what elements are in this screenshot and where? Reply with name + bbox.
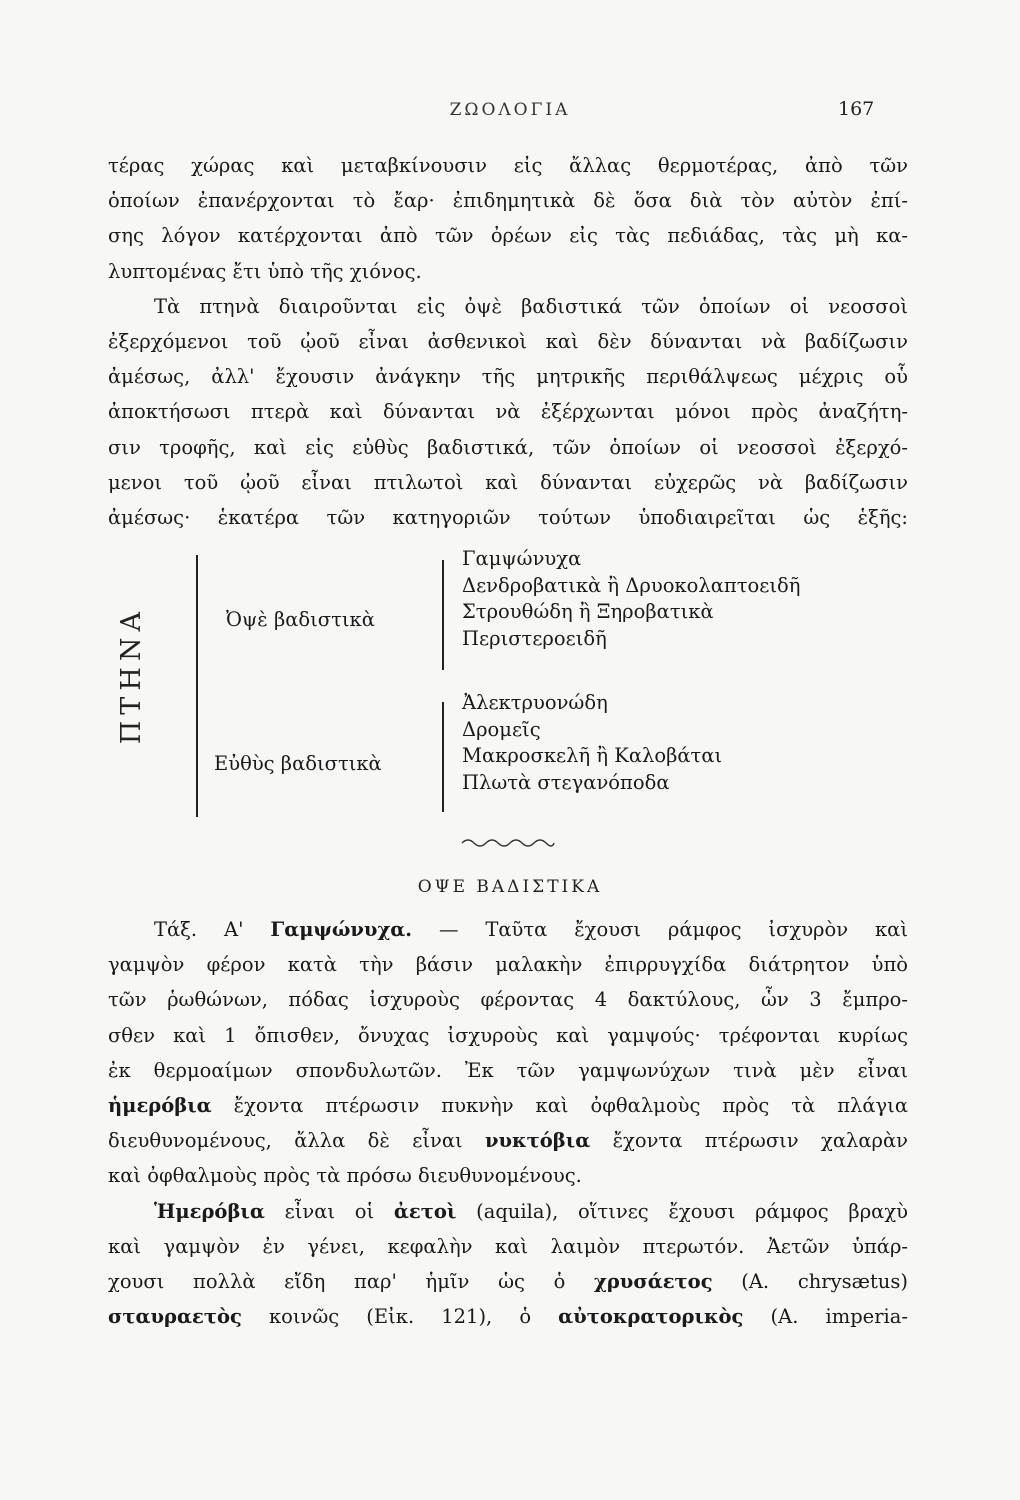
text-line: σης λόγον κατέρχονται ἀπὸ τῶν ὀρέων εἰς τὰς πεδιάδας, τὰς μὴ κα-	[108, 224, 908, 248]
text-line	[108, 1299, 908, 1334]
running-title: ΖΩΟΛΟΓΙΑ	[449, 100, 571, 120]
wavy-ornament	[460, 836, 556, 850]
text-line	[108, 1264, 908, 1299]
group-label-opse: Ὀψὲ βαδιστικὰ	[226, 608, 375, 631]
lead-text: — Ταῦτα ἔχουσι ράμφος ἰσχυρὸν καὶ	[412, 918, 908, 941]
line-text: χουσι πολλὰ εἴδη παρ' ἡμῖν ὡς ὁ	[108, 1270, 594, 1294]
text-line: ἐξερχόμενοι τοῦ ᾠοῦ εἶναι ἀσθενικοὶ καὶ δὲν δύνανται νὰ βαδίζωσιν	[108, 330, 908, 354]
group-label-euthys: Εὐθὺς βαδιστικὰ	[214, 752, 382, 775]
text-line	[108, 1123, 908, 1158]
text-line: γαμψὸν φέρον κατὰ τὴν βάσιν μαλακὴν ἐπιρρυγχίδα διάτρητον ὑπὸ	[108, 953, 908, 977]
order-item: Μακροσκελῆ ἢ Καλοβάται	[462, 744, 723, 767]
line-text: εἶναι οἱ	[264, 1199, 394, 1223]
paragraph-4	[108, 1194, 908, 1335]
line-text: (A. chrysætus)	[712, 1270, 908, 1294]
order-item: Δενδροβατικὰ ἢ Δρυοκολαπτοειδῆ	[462, 573, 801, 597]
term-nyktobia: νυκτόβια	[485, 1129, 591, 1153]
body-text-bottom	[108, 912, 908, 1334]
outer-brace	[196, 555, 200, 817]
term-chrysaetos: χρυσάετος	[594, 1270, 713, 1294]
paragraph-3	[108, 912, 908, 1194]
text-line	[108, 1194, 908, 1229]
line-text: (aquila), οἵτινες ἔχουσι ράμφος βραχὺ	[456, 1199, 908, 1223]
order-item: Γαμψώνυχα	[462, 547, 582, 570]
text-line: σθεν καὶ 1 ὄπισθεν, ὄνυχας ἰσχυροὺς καὶ γαμψούς· τρέφονται κυρίως	[108, 1023, 908, 1047]
text-line: ἀμέσως· ἑκατέρα τῶν κατηγοριῶν τούτων ὑποδιαιρεῖται ὡς ἑξῆς:	[108, 506, 908, 530]
term-hemerobia-2: Ἡμερόβια	[154, 1199, 265, 1223]
term-hemerobia: ἡμερόβια	[108, 1094, 212, 1118]
text-line: τῶν ῥωθώνων, πόδας ἰσχυροὺς φέροντας 4 δακτύλους, ὧν 3 ἔμπρο-	[108, 988, 908, 1012]
text-line: ἀποκτήσωσι πτερὰ καὶ δύνανται νὰ ἐξέρχωνται μόνοι πρὸς ἀναζήτη-	[108, 400, 908, 424]
text-line: τέρας χώρας καὶ μεταβκίνουσιν εἰς ἄλλας θερμοτέρας, ἀπὸ τῶν	[108, 154, 908, 177]
outer-brace-line	[196, 555, 198, 817]
order-label: Τάξ. Α'	[154, 918, 244, 941]
line-text: ἔχοντα πτέρωσιν πυκνὴν καὶ ὀφθαλμοὺς πρὸς τὰ πλάγια	[211, 1094, 908, 1118]
text-line: σιν τροφῆς, καὶ εἰς εὐθὺς βαδιστικά, τῶν ὁποίων οἱ νεοσσοὶ ἐξερχό-	[108, 435, 908, 459]
text-line: Τὰ πτηνὰ διαιροῦνται εἰς ὀψὲ βαδιστικά τῶν ὁποίων οἱ νεοσσοὶ	[154, 294, 908, 318]
class-name-vertical: ΠΤΗΝΑ	[116, 606, 147, 745]
term-autokratorikos: αὐτοκρατορικὸς	[558, 1305, 744, 1329]
text-line: ὁποίων ἐπανέρχονται τὸ ἔαρ· ἐπιδημητικὰ δὲ ὅσα διὰ τὸν αὐτὸν ἐπί-	[108, 189, 908, 213]
text-line: μενοι τοῦ ᾠοῦ εἶναι πτιλωτοὶ καὶ δύνανται εὐχερῶς νὰ βαδίζωσιν	[108, 470, 908, 494]
section-title: ΟΨΕ ΒΑΔΙΣΤΙΚΑ	[417, 877, 603, 897]
order-item: Ἀλεκτρυονώδη	[462, 691, 608, 714]
text-line: καὶ γαμψὸν ἐν γένει, κεφαλὴν καὶ λαιμὸν πτερωτόν. Ἀετῶν ὑπάρ-	[108, 1234, 908, 1258]
text-line: λυπτομένας ἔτι ὑπὸ τῆς χιόνος.	[108, 259, 422, 283]
text-line	[108, 912, 908, 947]
order-item: Στρουθώδη ἢ Ξηροβατικὰ	[462, 600, 714, 623]
text-line: καὶ ὀφθαλμοὺς πρὸς τὰ πρόσω διευθυνομένους.	[108, 1164, 582, 1188]
inner-brace-1	[442, 560, 444, 670]
line-text: (A. imperia-	[743, 1305, 909, 1329]
order-list-opse	[462, 546, 800, 652]
line-text: διευθυνομένους, ἄλλα δὲ εἶναι	[108, 1129, 485, 1153]
text-line: ἐκ θερμοαίμων σπονδυλωτῶν. Ἐκ τῶν γαμψωνύχων τινὰ μὲν εἶναι	[108, 1058, 908, 1082]
order-item: Περιστεροειδῆ	[462, 626, 607, 650]
order-item: Δρομεῖς	[462, 717, 541, 741]
text-line: ἀμέσως, ἀλλ' ἔχουσιν ἀνάγκην τῆς μητρικῆς περιθάλψεως μέχρις οὗ	[108, 365, 908, 389]
order-list-euthys	[462, 690, 722, 796]
line-text: κοινῶς (Εἰκ. 121), ὁ	[241, 1305, 559, 1329]
order-title: Γαμψώνυχα.	[270, 918, 413, 941]
paragraph-1	[108, 148, 908, 289]
page-number: 167	[838, 98, 875, 120]
body-text-top	[108, 148, 908, 535]
paragraph-2	[108, 289, 908, 535]
order-item: Πλωτὰ στεγανόποδα	[462, 770, 670, 794]
line-text: ἔχοντα πτέρωσιν χαλαρὰν	[590, 1129, 908, 1153]
term-stavraetos: σταυραετὸς	[108, 1305, 242, 1329]
inner-brace-2	[442, 702, 444, 812]
term-aetoi: ἀετοὶ	[393, 1199, 457, 1223]
text-line	[108, 1088, 908, 1123]
